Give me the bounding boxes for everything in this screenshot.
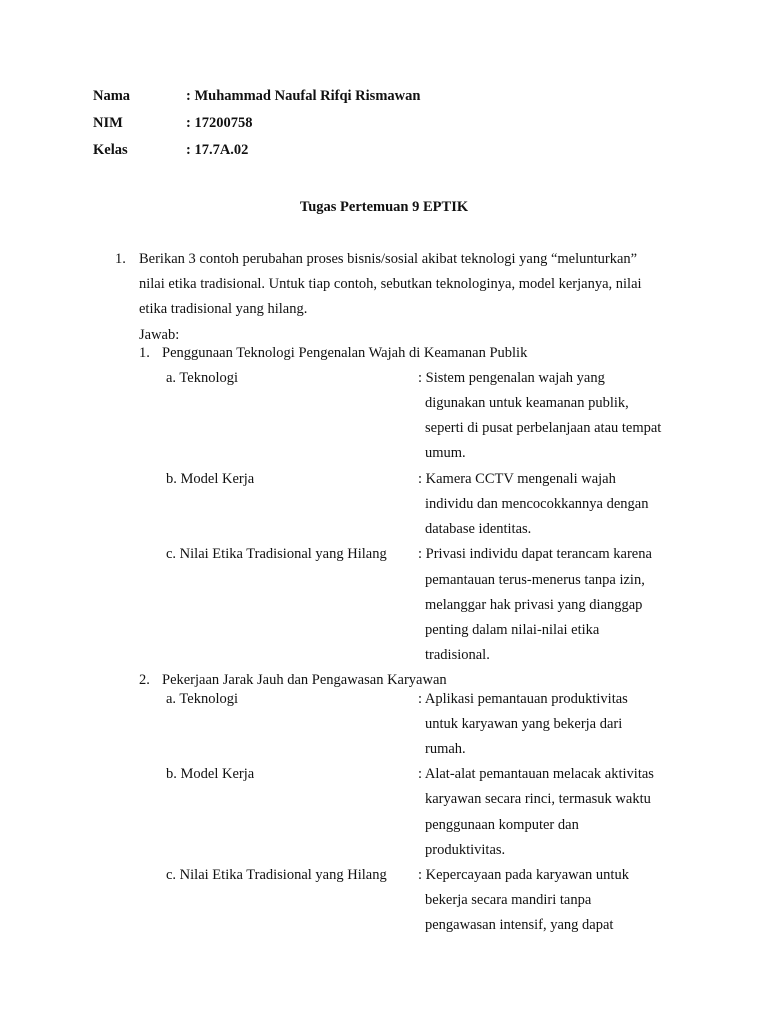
item-text: seperti di pusat perbelanjaan atau tempat: [425, 420, 662, 436]
answer-label: Jawab:: [139, 327, 180, 343]
item-text: pengawasan intensif, yang dapat: [425, 917, 614, 933]
item-text: produktivitas.: [425, 842, 506, 858]
item-text: bekerja secara mandiri tanpa: [425, 892, 592, 908]
item-label: a. Teknologi: [166, 691, 239, 707]
item-text: penting dalam nilai-nilai etika: [425, 622, 600, 638]
nama-label: Nama: [93, 88, 131, 104]
item-text: individu dan mencocokkannya dengan: [425, 496, 649, 512]
example-title: Pekerjaan Jarak Jauh dan Pengawasan Karyawan: [162, 672, 447, 688]
example-title: Penggunaan Teknologi Pengenalan Wajah di Keamanan Publik: [162, 345, 528, 361]
item-text: : Kamera CCTV mengenali wajah: [418, 471, 616, 487]
item-text: database identitas.: [425, 521, 532, 537]
kelas-value: : 17.7A.02: [186, 142, 249, 158]
item-text: : Aplikasi pemantauan produktivitas: [418, 691, 628, 707]
item-text: : Privasi individu dapat terancam karena: [418, 546, 652, 562]
question-line: nilai etika tradisional. Untuk tiap contoh, sebutkan teknologinya, model kerjanya, nilai: [139, 276, 642, 292]
kelas-label: Kelas: [93, 142, 128, 158]
question-line: Berikan 3 contoh perubahan proses bisnis/sosial akibat teknologi yang “melunturkan”: [139, 251, 638, 267]
nama-value: : Muhammad Naufal Rifqi Rismawan: [186, 88, 421, 104]
item-text: pemantauan terus-menerus tanpa izin,: [425, 572, 645, 588]
item-label: b. Model Kerja: [166, 471, 255, 487]
question-number: 1.: [115, 251, 126, 267]
nim-value: : 17200758: [186, 115, 253, 131]
item-text: melanggar hak privasi yang dianggap: [425, 597, 643, 613]
item-text: : Alat-alat pemantauan melacak aktivitas: [418, 766, 654, 782]
example-number: 2.: [139, 672, 150, 688]
item-text: karyawan secara rinci, termasuk waktu: [425, 791, 651, 807]
item-text: : Kepercayaan pada karyawan untuk: [418, 867, 629, 883]
item-text: digunakan untuk keamanan publik,: [425, 395, 629, 411]
nim-label: NIM: [93, 115, 123, 131]
item-text: untuk karyawan yang bekerja dari: [425, 716, 623, 732]
question-line: etika tradisional yang hilang.: [139, 301, 308, 317]
example-number: 1.: [139, 345, 150, 361]
page-title: Tugas Pertemuan 9 EPTIK: [299, 199, 469, 215]
item-text: penggunaan komputer dan: [425, 817, 579, 833]
item-text: rumah.: [425, 741, 466, 757]
item-label: a. Teknologi: [166, 370, 239, 386]
item-text: : Sistem pengenalan wajah yang: [418, 370, 605, 386]
item-label: b. Model Kerja: [166, 766, 255, 782]
item-text: umum.: [425, 445, 466, 461]
item-label: c. Nilai Etika Tradisional yang Hilang: [166, 867, 387, 883]
item-label: c. Nilai Etika Tradisional yang Hilang: [166, 546, 387, 562]
item-text: tradisional.: [425, 647, 490, 663]
